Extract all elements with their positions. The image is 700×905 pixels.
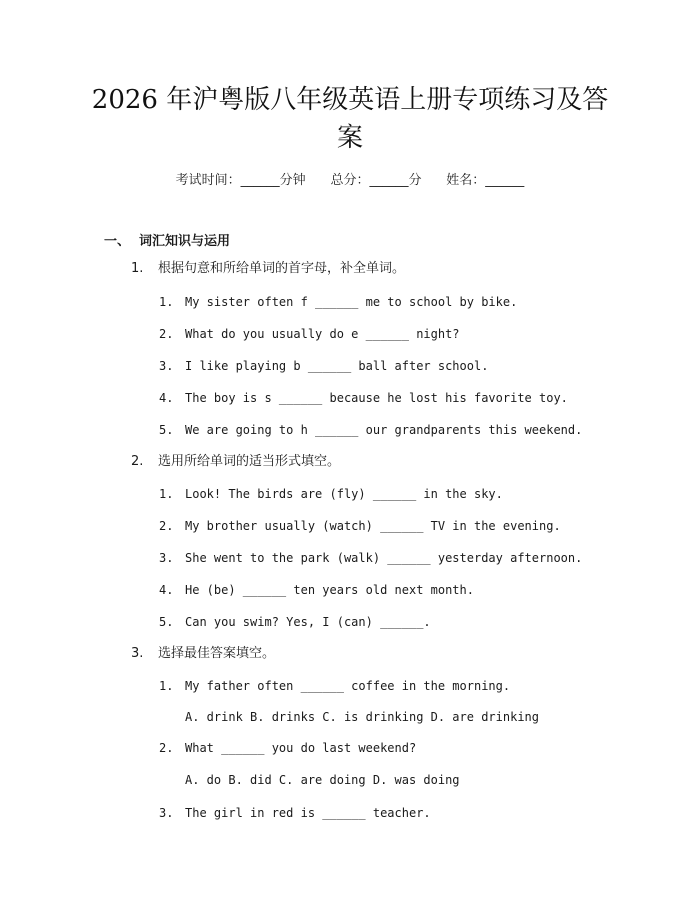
question-number: 5. <box>159 615 174 629</box>
section-heading: 一、 词汇知识与运用 <box>104 234 231 249</box>
page-title-line2: 案 <box>336 123 363 153</box>
question-number: 3. <box>159 551 174 565</box>
question-text: What ______ you do last weekend? <box>185 741 417 755</box>
question-number: 1. <box>159 679 174 693</box>
total-score-label: 总分：______分 <box>330 173 422 188</box>
question-text: The boy is s ______ because he lost his favorite toy. <box>185 391 568 405</box>
student-name-label: 姓名：______ <box>446 173 525 188</box>
part-number: 2. <box>131 454 144 469</box>
question-text: She went to the park (walk) ______ yesterday afternoon. <box>185 551 583 565</box>
question-number: 1. <box>159 487 174 501</box>
exam-meta-row <box>0 169 700 188</box>
question-text: What do you usually do e ______ night? <box>185 327 460 341</box>
question-text: The girl in red is ______ teacher. <box>185 806 431 820</box>
question-number: 2. <box>159 741 174 755</box>
question-number: 4. <box>159 583 174 597</box>
part-number: 1. <box>131 261 144 276</box>
question-text: Can you swim? Yes, I (can) ______. <box>185 615 431 629</box>
question-text: My brother usually (watch) ______ TV in the evening. <box>185 519 561 533</box>
question-number: 5. <box>159 423 174 437</box>
question-text: He (be) ______ ten years old next month. <box>185 583 474 597</box>
part-number: 3. <box>131 646 144 661</box>
part-instruction: 选择最佳答案填空。 <box>158 646 276 661</box>
question-text: My father often ______ coffee in the morning. <box>185 679 511 693</box>
question-text: Look! The birds are (fly) ______ in the sky. <box>185 487 503 501</box>
part-instruction: 根据句意和所给单词的首字母，补全单词。 <box>158 261 406 276</box>
question-text: We are going to h ______ our grandparents this weekend. <box>185 423 583 437</box>
question-number: 1. <box>159 295 174 309</box>
question-text: My sister often f ______ me to school by bike. <box>185 295 518 309</box>
question-number: 2. <box>159 519 174 533</box>
exam-time-label: 考试时间：______分钟 <box>175 173 306 188</box>
question-text: I like playing b ______ ball after school. <box>185 359 489 373</box>
question-number: 3. <box>159 806 174 820</box>
question-options: A. drink B. drinks C. is drinking D. are drinking <box>185 710 540 724</box>
page-title-line1: 2026 年沪粤版八年级英语上册专项练习及答 <box>91 85 609 115</box>
question-number: 4. <box>159 391 174 405</box>
question-options: A. do B. did C. are doing D. was doing <box>185 773 460 787</box>
part-instruction: 选用所给单词的适当形式填空。 <box>158 454 341 469</box>
question-number: 2. <box>159 327 174 341</box>
question-number: 3. <box>159 359 174 373</box>
